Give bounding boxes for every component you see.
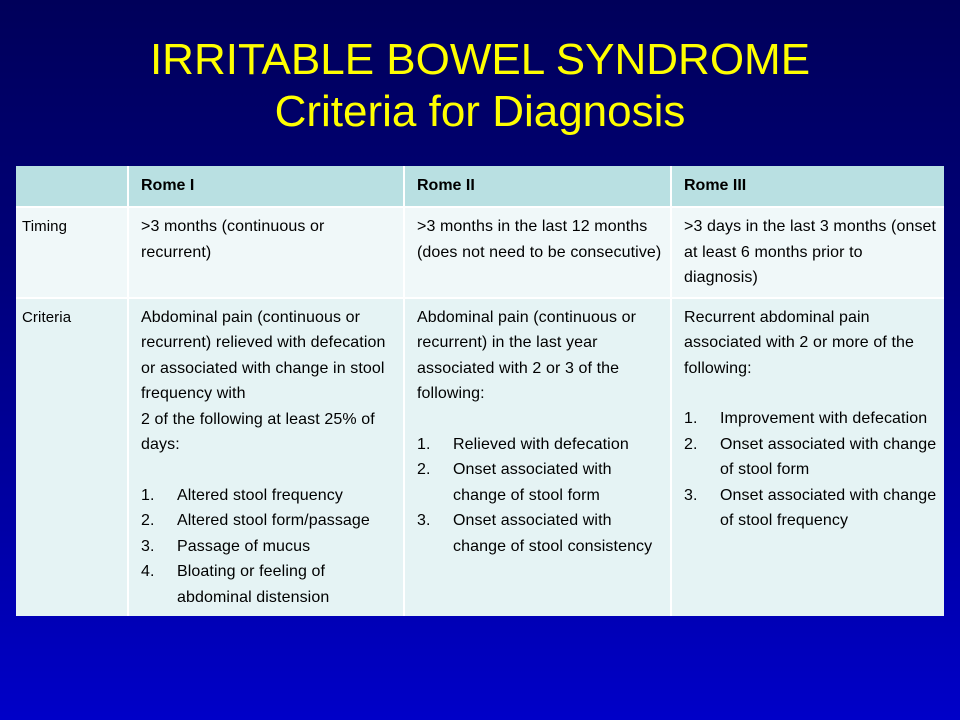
row-label-timing: Timing [16,207,128,298]
title-main: IRRITABLE BOWEL SYNDROME [149,35,811,84]
header-empty [16,166,128,207]
table-row-timing [16,207,944,298]
row-label-criteria: Criteria [16,298,128,617]
header-rome-3: Rome III [671,166,944,207]
criteria-rome-3-list [684,406,940,534]
criteria-table [16,166,944,616]
timing-rome-2: >3 months in the last 12 months (does not need to be consecutive) [404,207,671,298]
timing-rome-1: >3 months (continuous or recurrent) [128,207,404,298]
list-item: 4. Bloating or feeling of abdominal distension [141,563,330,606]
header-rome-2: Rome II [404,166,671,207]
list-item: 1. Altered stool frequency [141,486,343,504]
list-item: 1. Improvement with defecation [684,410,928,427]
criteria-rome-1 [128,298,404,617]
list-item: 1. Relieved with defecation [417,435,629,453]
criteria-rome-2 [404,298,671,617]
criteria-rome-2-intro: Abdominal pain (continuous or recurrent) in the last year associated with 2 or 3 of the following: [417,308,637,402]
table-header-row [16,166,944,207]
criteria-table-container [16,166,944,616]
list-item: 3. Onset associated with change of stool consistency [417,512,653,555]
list-item: 3. Onset associated with change of stool frequency [684,486,937,529]
criteria-rome-2-list [417,432,666,560]
criteria-rome-1-list [141,483,399,611]
list-item: 2. Onset associated with change of stool form [417,461,612,504]
title-subtitle: Criteria for Diagnosis [274,87,686,136]
criteria-rome-1-intro: Abdominal pain (continuous or recurrent) relieved with defecation or associated with change in stool frequency with [141,308,386,402]
table-row-criteria [16,298,944,617]
header-rome-1: Rome I [128,166,404,207]
list-item: 2. Altered stool form/passage [141,512,370,529]
criteria-rome-3-intro: Recurrent abdominal pain associated with 2 or more of the following: [684,308,914,377]
criteria-rome-3 [671,298,944,617]
timing-rome-3: >3 days in the last 3 months (onset at least 6 months prior to diagnosis) [671,207,944,298]
criteria-rome-1-intro-2: 2 of the following at least 25% of days: [141,410,375,453]
list-item: 2. Onset associated with change of stool form [684,435,937,478]
list-item: 3. Passage of mucus [141,537,311,555]
slide-title [0,34,960,138]
